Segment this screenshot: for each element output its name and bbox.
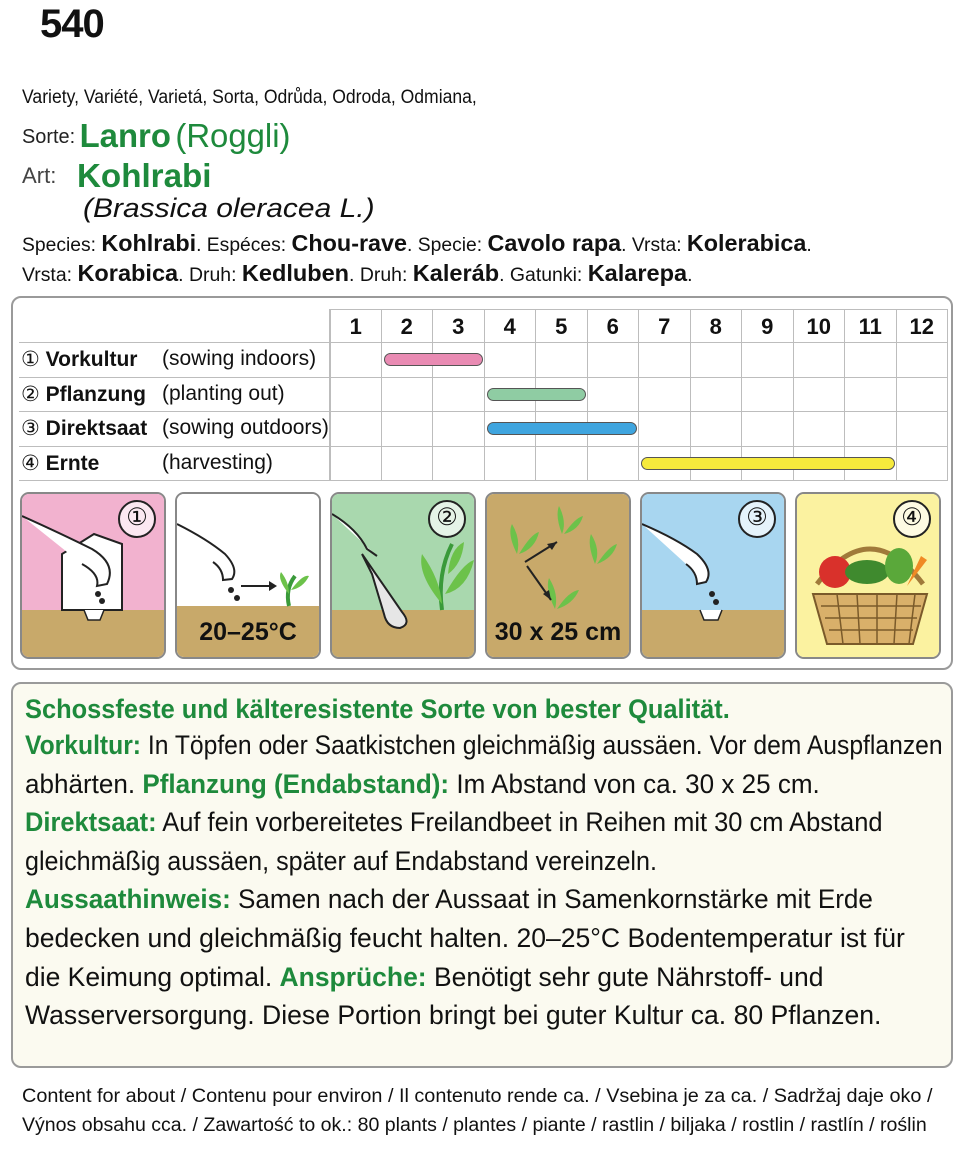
step-number-badge: ① bbox=[118, 500, 156, 538]
row-number-icon: ② bbox=[21, 382, 46, 406]
calendar-cell bbox=[588, 378, 640, 413]
month-header: 6 bbox=[588, 309, 640, 343]
calendar-cell bbox=[794, 378, 846, 413]
row-activity-en: (harvesting) bbox=[162, 450, 273, 474]
instruction-line bbox=[25, 846, 657, 877]
calendar-cell bbox=[845, 343, 897, 378]
month-header: 12 bbox=[897, 309, 949, 343]
calendar-cell bbox=[330, 378, 382, 413]
species-language-label: Vrsta: bbox=[631, 235, 687, 256]
tile-germination-temperature bbox=[175, 492, 321, 659]
month-header: 5 bbox=[536, 309, 588, 343]
calendar-cell bbox=[794, 412, 846, 447]
instruction-text: Auf fein vorbereitetes Freilandbeet in Reihen mit 30 cm Abstand bbox=[156, 807, 883, 838]
row-activity-de: Direktsaat bbox=[45, 417, 148, 440]
species-language-label: Gatunki: bbox=[509, 265, 588, 286]
calendar-cell bbox=[691, 343, 743, 378]
calendar-row-label-cell bbox=[19, 343, 330, 378]
content-amount-line-2: Výnos obsahu cca. / Zawartość to ok.: 80 plants / plantes / piante / rastlin / biljaka / rostlin / rastlín / roślin bbox=[22, 1115, 927, 1136]
species-language-label: Vrsta: bbox=[22, 265, 78, 286]
variety-label: Sorte: bbox=[22, 126, 76, 148]
month-header: 1 bbox=[330, 309, 382, 343]
calendar-cell bbox=[639, 412, 691, 447]
calendar-row-label bbox=[21, 416, 329, 441]
species-separator: . bbox=[621, 235, 632, 256]
instruction-heading: Direktsaat: bbox=[25, 807, 157, 838]
species-separator: . bbox=[687, 265, 693, 286]
crop-label: Art: bbox=[22, 163, 57, 188]
species-separator: . bbox=[349, 265, 360, 286]
species-separator: . bbox=[499, 265, 510, 286]
product-code: 540 bbox=[40, 2, 104, 46]
instruction-heading: Ansprüche: bbox=[279, 961, 427, 992]
calendar-cell bbox=[897, 378, 949, 413]
calendar-cell bbox=[433, 412, 485, 447]
row-activity-en: (planting out) bbox=[162, 381, 285, 405]
calendar-cell bbox=[897, 343, 949, 378]
row-activity-de: Vorkultur bbox=[45, 348, 138, 371]
month-header: 8 bbox=[691, 309, 743, 343]
species-language-label: Species: bbox=[22, 235, 102, 256]
calendar-row-label-cell bbox=[19, 447, 330, 482]
instruction-line bbox=[25, 807, 883, 838]
step-number-badge: ② bbox=[428, 500, 466, 538]
calendar-cell bbox=[742, 378, 794, 413]
instruction-text: die Keimung optimal. bbox=[25, 961, 280, 992]
calendar-cell bbox=[691, 412, 743, 447]
step-number-badge: ③ bbox=[738, 500, 776, 538]
instruction-text: Wasserversorgung. Diese Portion bringt bei guter Kultur ca. 80 Pflanzen. bbox=[25, 1000, 882, 1031]
tile-harvesting bbox=[795, 492, 941, 659]
species-name: Cavolo rapa bbox=[487, 230, 622, 256]
species-name: Korabica bbox=[77, 260, 179, 286]
calendar-cell bbox=[845, 378, 897, 413]
species-separator: . bbox=[806, 235, 812, 256]
instruction-text: Im Abstand von ca. 30 x 25 cm. bbox=[449, 768, 820, 799]
calendar-row-label bbox=[21, 450, 273, 476]
instruction-text: abhärten. bbox=[25, 768, 143, 799]
tile-sowing-outdoors bbox=[640, 492, 786, 659]
calendar-cell bbox=[485, 343, 537, 378]
tile-sowing-indoors bbox=[20, 492, 166, 659]
species-translations-line-2 bbox=[22, 260, 692, 287]
calendar-cell bbox=[897, 447, 949, 482]
row-number-icon: ④ bbox=[21, 451, 46, 475]
month-header: 10 bbox=[794, 309, 846, 343]
species-name: Kohlrabi bbox=[101, 230, 197, 256]
variety-row bbox=[22, 117, 290, 155]
species-language-label: Druh: bbox=[359, 265, 413, 286]
instruction-line bbox=[25, 730, 943, 761]
instruction-text: In Töpfen oder Saatkistchen gleichmäßig aussäen. Vor dem Auspflanzen bbox=[141, 730, 943, 760]
instruction-heading: Aussaathinweis: bbox=[25, 884, 231, 915]
calendar-cell bbox=[433, 378, 485, 413]
calendar-header-corner bbox=[19, 309, 330, 343]
step-number-badge: ④ bbox=[893, 500, 931, 538]
instruction-heading: Pflanzung (Endabstand): bbox=[142, 768, 450, 799]
latin-name: (Brassica oleracea L.) bbox=[83, 193, 375, 223]
instruction-line bbox=[25, 1000, 881, 1031]
calendar-cell bbox=[897, 412, 949, 447]
calendar-cell bbox=[330, 447, 382, 482]
spacing-label: 30 x 25 cm bbox=[494, 618, 622, 646]
calendar-period-bar bbox=[487, 388, 586, 401]
species-language-label: Espéces: bbox=[206, 235, 292, 256]
row-activity-de: Pflanzung bbox=[45, 382, 146, 406]
species-language-label: Druh: bbox=[188, 265, 242, 286]
content-amount-line-1: Content for about / Contenu pour environ / Il contenuto rende ca. / Vsebina je za ca. / Sadržaj daje oko / bbox=[22, 1086, 933, 1107]
month-header: 4 bbox=[485, 309, 537, 343]
calendar-cell bbox=[588, 343, 640, 378]
instructions-panel bbox=[11, 682, 953, 1068]
species-name: Kedluben bbox=[241, 260, 350, 286]
instruction-text: bedecken und gleichmäßig feucht halten. 20–25°C Bodentemperatur ist für bbox=[25, 923, 905, 953]
instruction-line bbox=[25, 884, 873, 915]
variety-name: Lanro bbox=[79, 117, 171, 154]
calendar-cell bbox=[382, 447, 434, 482]
species-separator: . bbox=[196, 235, 207, 256]
instruction-heading: Vorkultur: bbox=[25, 730, 142, 760]
species-name: Kolerabica bbox=[686, 230, 807, 256]
month-header: 7 bbox=[639, 309, 691, 343]
calendar-row-label-cell bbox=[19, 412, 330, 447]
variety-languages-line: Variety, Variété, Varietá, Sorta, Odrůda, Odroda, Odmiana, bbox=[22, 87, 477, 108]
crop-row bbox=[22, 157, 212, 195]
species-name: Chou-rave bbox=[291, 230, 408, 256]
species-name: Kaleráb bbox=[412, 260, 500, 286]
sowing-calendar-panel bbox=[11, 296, 953, 670]
month-header: 11 bbox=[845, 309, 897, 343]
calendar-cell bbox=[794, 343, 846, 378]
temperature-label: 20–25°C bbox=[199, 618, 297, 646]
instruction-line bbox=[25, 923, 905, 954]
calendar-cell bbox=[639, 343, 691, 378]
calendar-cell bbox=[639, 378, 691, 413]
calendar-period-bar bbox=[641, 457, 895, 470]
calendar-cell bbox=[485, 447, 537, 482]
calendar-cell bbox=[845, 412, 897, 447]
calendar-cell bbox=[536, 343, 588, 378]
tile-planting-out bbox=[330, 492, 476, 659]
calendar-row-label bbox=[21, 347, 317, 372]
species-name: Kalarepa bbox=[587, 260, 688, 286]
calendar-cell bbox=[382, 378, 434, 413]
row-activity-en: (sowing outdoors) bbox=[162, 416, 329, 439]
row-number-icon: ③ bbox=[21, 417, 46, 440]
row-activity-en: (sowing indoors) bbox=[162, 347, 317, 370]
variety-headline: Schossfeste und kälteresistente Sorte von bester Qualität. bbox=[25, 694, 730, 724]
month-header: 3 bbox=[433, 309, 485, 343]
calendar-cell bbox=[742, 343, 794, 378]
calendar-cell bbox=[742, 412, 794, 447]
tile-plant-spacing bbox=[485, 492, 631, 659]
species-translations-line-1 bbox=[22, 230, 812, 257]
crop-name: Kohlrabi bbox=[76, 157, 212, 194]
species-language-label: Specie: bbox=[417, 235, 488, 256]
species-separator: . bbox=[407, 235, 418, 256]
instruction-line bbox=[25, 769, 820, 800]
row-activity-de: Ernte bbox=[45, 451, 100, 475]
calendar-period-bar bbox=[384, 353, 483, 366]
calendar-cell bbox=[330, 343, 382, 378]
calendar-cell bbox=[588, 447, 640, 482]
calendar-cell bbox=[536, 447, 588, 482]
calendar-row-label-cell bbox=[19, 378, 330, 413]
month-header: 9 bbox=[742, 309, 794, 343]
species-separator: . bbox=[178, 265, 189, 286]
row-number-icon: ① bbox=[21, 348, 46, 371]
instruction-text: Samen nach der Aussaat in Samenkornstärke mit Erde bbox=[230, 884, 873, 915]
instruction-text: Benötigt sehr gute Nährstoff- und bbox=[426, 961, 824, 992]
calendar-cell bbox=[382, 412, 434, 447]
calendar-period-bar bbox=[487, 422, 638, 435]
calendar-cell bbox=[691, 378, 743, 413]
calendar-cell bbox=[330, 412, 382, 447]
instruction-line bbox=[25, 962, 823, 993]
instruction-text: gleichmäßig aussäen, später auf Endabstand vereinzeln. bbox=[25, 845, 657, 876]
calendar-cell bbox=[433, 447, 485, 482]
calendar-row-label bbox=[21, 381, 285, 407]
variety-suffix: (Roggli) bbox=[175, 117, 291, 154]
month-header: 2 bbox=[382, 309, 434, 343]
